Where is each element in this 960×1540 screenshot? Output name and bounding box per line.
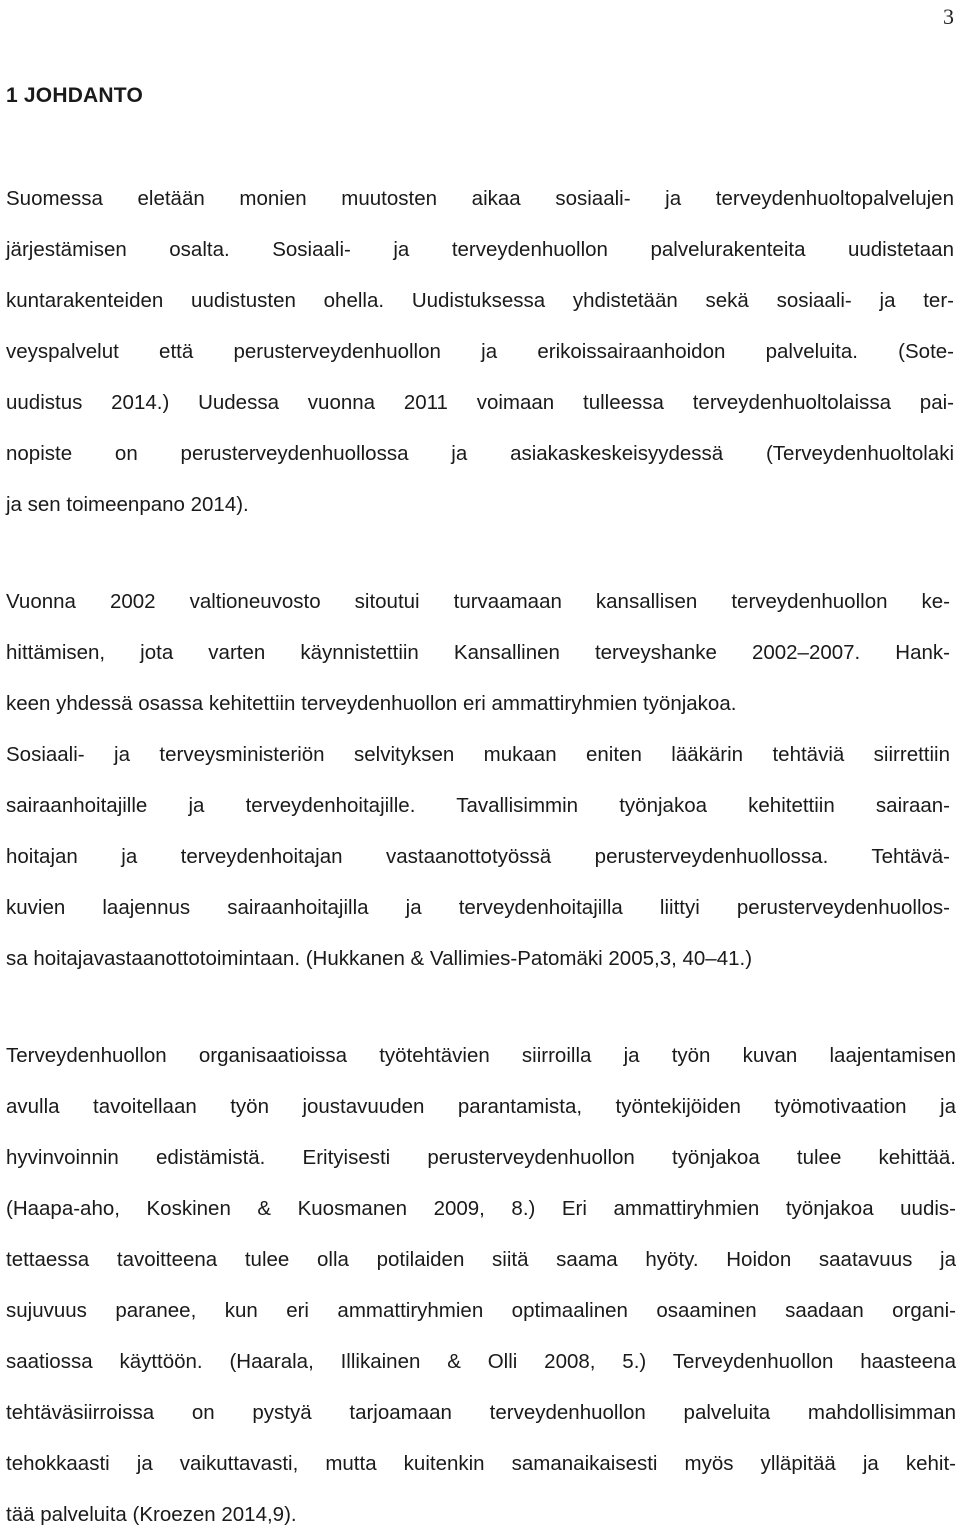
paragraph-line: tettaessa tavoitteena tulee olla potilaiden siitä saama hyöty. Hoidon saatavuus ja [6,1248,956,1271]
paragraph-1 [6,173,954,530]
paragraph-line: hoitajan ja terveydenhoitajan vastaanottotyössä perusterveydenhuollossa. Tehtävä- [6,845,950,868]
paragraph-line: keen yhdessä osassa kehitettiin terveydenhuollon eri ammattiryhmien työnjakoa. [6,692,737,715]
paragraph-line: hittämisen, jota varten käynnistettiin Kansallinen terveyshanke 2002–2007. Hank- [6,641,950,664]
page-number: 3 [943,4,954,29]
paragraph-line: tehtäväsiirroissa on pystyä tarjoamaan terveydenhuollon palveluita mahdollisimman [6,1401,956,1424]
paragraph-line: veyspalvelut että perusterveydenhuollon ja erikoissairaanhoidon palveluita. (Sote- [6,340,954,363]
paragraph-line: saatiossa käyttöön. (Haarala, Illikainen & Olli 2008, 5.) Terveydenhuollon haasteena [6,1350,956,1373]
paragraph-line: Vuonna 2002 valtioneuvosto sitoutui turvaamaan kansallisen terveydenhuollon ke- [6,590,950,613]
paragraph-2 [6,576,950,984]
paragraph-line: Suomessa eletään monien muutosten aikaa sosiaali- ja terveydenhuoltopalvelujen [6,187,954,210]
paragraph-line: avulla tavoitellaan työn joustavuuden parantamista, työntekijöiden työmotivaation ja [6,1095,956,1118]
paragraph-line: Sosiaali- ja terveysministeriön selvityksen mukaan eniten lääkärin tehtäviä siirrettiin [6,743,950,766]
paragraph-line: tehokkaasti ja vaikuttavasti, mutta kuitenkin samanaikaisesti myös ylläpitää ja kehit- [6,1452,956,1475]
paragraph-line: (Haapa-aho, Koskinen & Kuosmanen 2009, 8.) Eri ammattiryhmien työnjakoa uudis- [6,1197,956,1220]
paragraph-line: järjestämisen osalta. Sosiaali- ja terveydenhuollon palvelurakenteita uudistetaan [6,238,954,261]
paragraph-line: kuntarakenteiden uudistusten ohella. Uudistuksessa yhdistetään sekä sosiaali- ja ter- [6,289,954,312]
paragraph-line: sairaanhoitajille ja terveydenhoitajille. Tavallisimmin työnjakoa kehitettiin sairaan- [6,794,950,817]
paragraph-line: sa hoitajavastaanottotoimintaan. (Hukkanen & Vallimies-Patomäki 2005,3, 40–41.) [6,947,753,970]
paragraph-line: nopiste on perusterveydenhuollossa ja asiakaskeskeisyydessä (Terveydenhuoltolaki [6,442,954,465]
paragraph-line: tää palveluita (Kroezen 2014,9). [6,1503,297,1526]
paragraph-3 [6,1030,956,1540]
paragraph-line: uudistus 2014.) Uudessa vuonna 2011 voimaan tulleessa terveydenhuoltolaissa pai- [6,391,954,414]
paragraph-line: sujuvuus paranee, kun eri ammattiryhmien optimaalinen osaaminen saadaan organi- [6,1299,956,1322]
paragraph-line: Terveydenhuollon organisaatioissa työtehtävien siirroilla ja työn kuvan laajentamisen [6,1044,956,1067]
paragraph-line: kuvien laajennus sairaanhoitajilla ja terveydenhoitajilla liittyi perusterveydenhuollos- [6,896,950,919]
paragraph-line: ja sen toimeenpano 2014). [6,493,249,516]
paragraph-line: hyvinvoinnin edistämistä. Erityisesti perusterveydenhuollon työnjakoa tulee kehittää. [6,1146,956,1169]
section-heading: 1 JOHDANTO [6,84,143,107]
